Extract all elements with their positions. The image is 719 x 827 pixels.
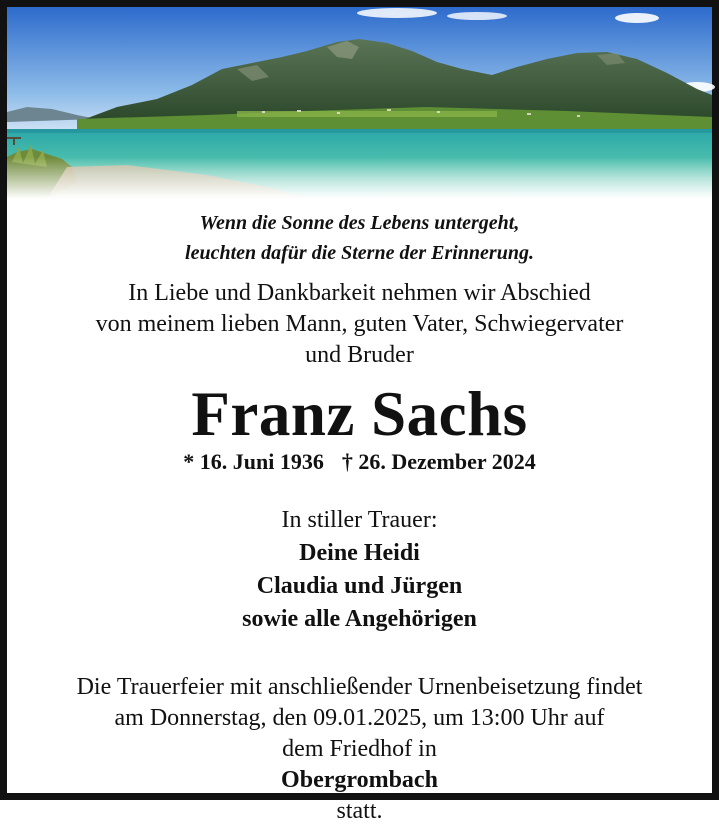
funeral-line-2: am Donnerstag, den 09.01.2025, um 13:00 Uhr auf — [114, 705, 605, 731]
mourner-name: Deine Heidi — [299, 540, 420, 566]
funeral-line-3 — [7, 734, 712, 827]
funeral-line-1: Die Trauerfeier mit anschließender Urnenbeisetzung findet — [76, 674, 643, 700]
mourners-heading: In stiller Trauer: — [281, 507, 438, 533]
motto-line-2: leuchten dafür die Sterne der Erinnerung. — [185, 242, 534, 264]
deceased-name: Franz Sachs — [191, 379, 528, 449]
funeral-line-3-suffix: statt. — [336, 798, 383, 824]
intro-line-1: In Liebe und Dankbarkeit nehmen wir Abschied — [128, 280, 591, 306]
mourner-name: Claudia und Jürgen — [256, 573, 463, 599]
lake-mountain-photo — [7, 7, 712, 199]
life-dates — [7, 448, 712, 476]
farewell-intro — [7, 278, 712, 371]
funeral-announcement — [7, 672, 712, 827]
notice-text — [7, 202, 712, 827]
mourners-block — [7, 504, 712, 636]
mourner-name: sowie alle Angehörigen — [242, 606, 477, 632]
landscape-illustration — [7, 7, 712, 199]
motto-line-1: Wenn die Sonne des Lebens untergeht, — [199, 212, 520, 234]
intro-line-3: und Bruder — [305, 342, 414, 368]
birth-date: * 16. Juni 1936 — [183, 449, 324, 474]
cemetery-place: Obergrombach — [281, 767, 438, 793]
death-date: † 26. Dezember 2024 — [341, 449, 536, 474]
motto-quote — [7, 208, 712, 268]
intro-line-2: von meinem lieben Mann, guten Vater, Schwiegervater — [95, 311, 624, 337]
funeral-line-3-prefix: dem Friedhof in — [282, 736, 437, 762]
